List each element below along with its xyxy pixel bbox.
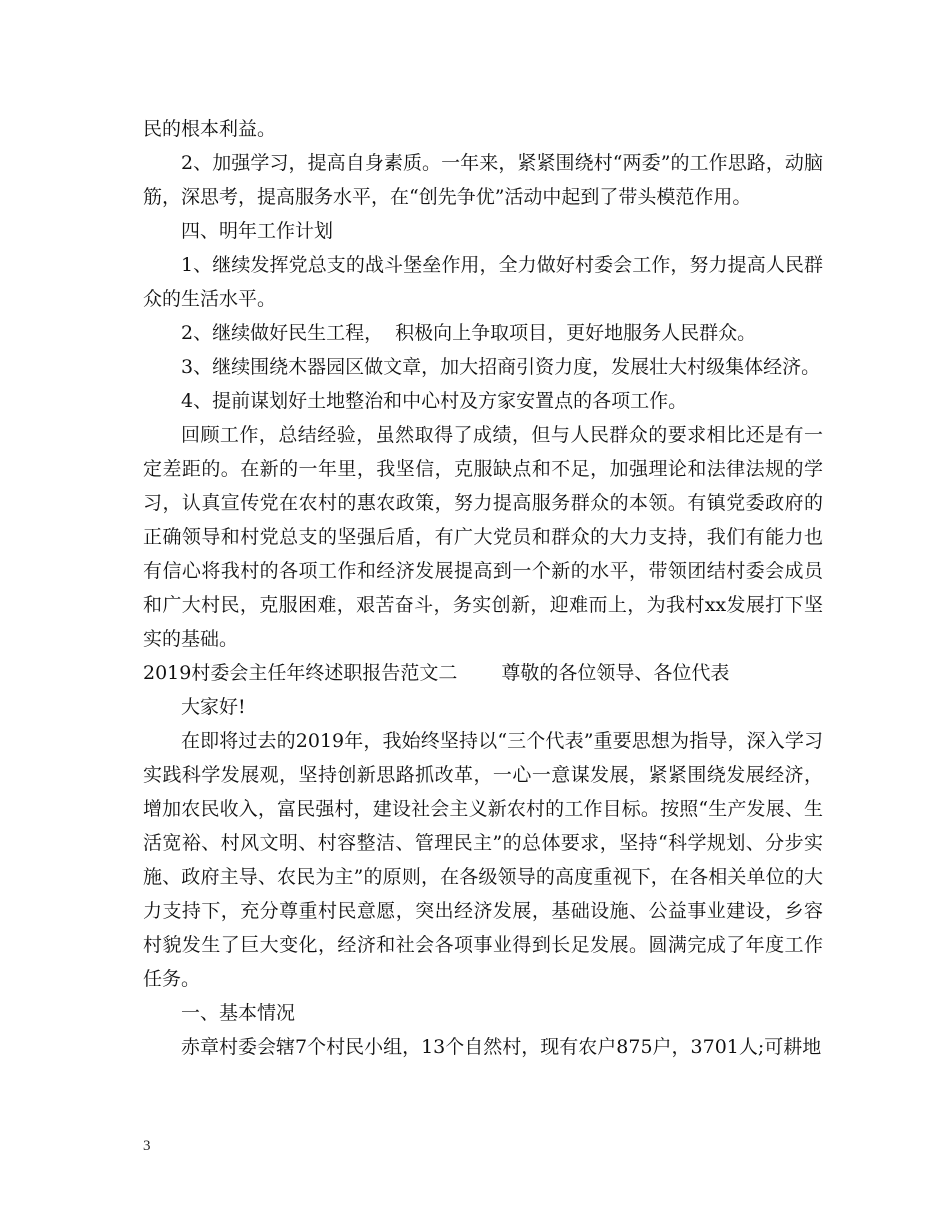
greeting: 大家好!: [181, 696, 246, 718]
paragraph: 3、继续围绕木器园区做文章，加大招商引资力度，发展壮大村级集体经济。: [181, 356, 821, 378]
paragraph: 回顾工作，总结经验，虽然取得了成绩，但与人民群众的要求相比还是有一定差距的。在新的一年里，我坚信，克服缺点和不足，加强理论和法律法规的学习，认真宣传党在农村的惠农政策，努力提高服务群众的本领。有镇党委政府的正确领导和村党总支的坚强后盾，有广大党员和群众的大力支持，我们有能力也有信心将我村的各项工作和经济发展提高到一个新的水平，带领团结村委会成员和广大村民，克服困难，艰苦奋斗，务实创新，迎难而上，为我村xx发展打下坚实的基础。: [143, 424, 823, 650]
paragraph: 1、继续发挥党总支的战斗堡垒作用，全力做好村委会工作，努力提高人民群众的生活水平。: [143, 254, 823, 310]
paragraph: 2、继续做好民生工程， 积极向上争取项目，更好地服务人民群众。: [181, 322, 757, 344]
section-heading: 一、基本情况: [181, 1002, 296, 1024]
report-salutation: 尊敬的各位领导、各位代表: [501, 662, 730, 684]
paragraph: 4、提前谋划好土地整治和中心村及方家安置点的各项工作。: [181, 390, 688, 412]
section-heading: 四、明年工作计划: [181, 220, 334, 242]
report-heading: [143, 656, 823, 690]
paragraph: 在即将过去的2019年，我始终坚持以“三个代表”重要思想为指导，深入学习实践科学发展观，坚持创新思路抓改革，一心一意谋发展，紧紧围绕发展经济，增加农民收入，富民强村，建设社会主义新农村的工作目标。按照“生产发展、生活宽裕、村风文明、村容整洁、管理民主”的总体要求，坚持“科学规划、分步实施、政府主导、农民为主”的原则，在各级领导的高度重视下，在各相关单位的大力支持下，充分尊重村民意愿，突出经济发展，基础设施、公益事业建设，乡容村貌发生了巨大变化，经济和社会各项事业得到长足发展。圆满完成了年度工作任务。: [143, 730, 823, 990]
paragraph: 赤章村委会辖7个村民小组，13个自然村，现有农户875户，3701人;可耕地: [181, 1036, 822, 1058]
paragraph: 民的根本利益。: [143, 118, 277, 140]
page-number: 3: [143, 1138, 151, 1154]
paragraph: 2、加强学习，提高自身素质。一年来，紧紧围绕村“两委”的工作思路，动脑筋，深思考，提高服务水平，在“创先争优”活动中起到了带头模范作用。: [143, 152, 823, 208]
body-text: [143, 112, 823, 1064]
report-title: 2019村委会主任年终述职报告范文二: [143, 662, 458, 684]
